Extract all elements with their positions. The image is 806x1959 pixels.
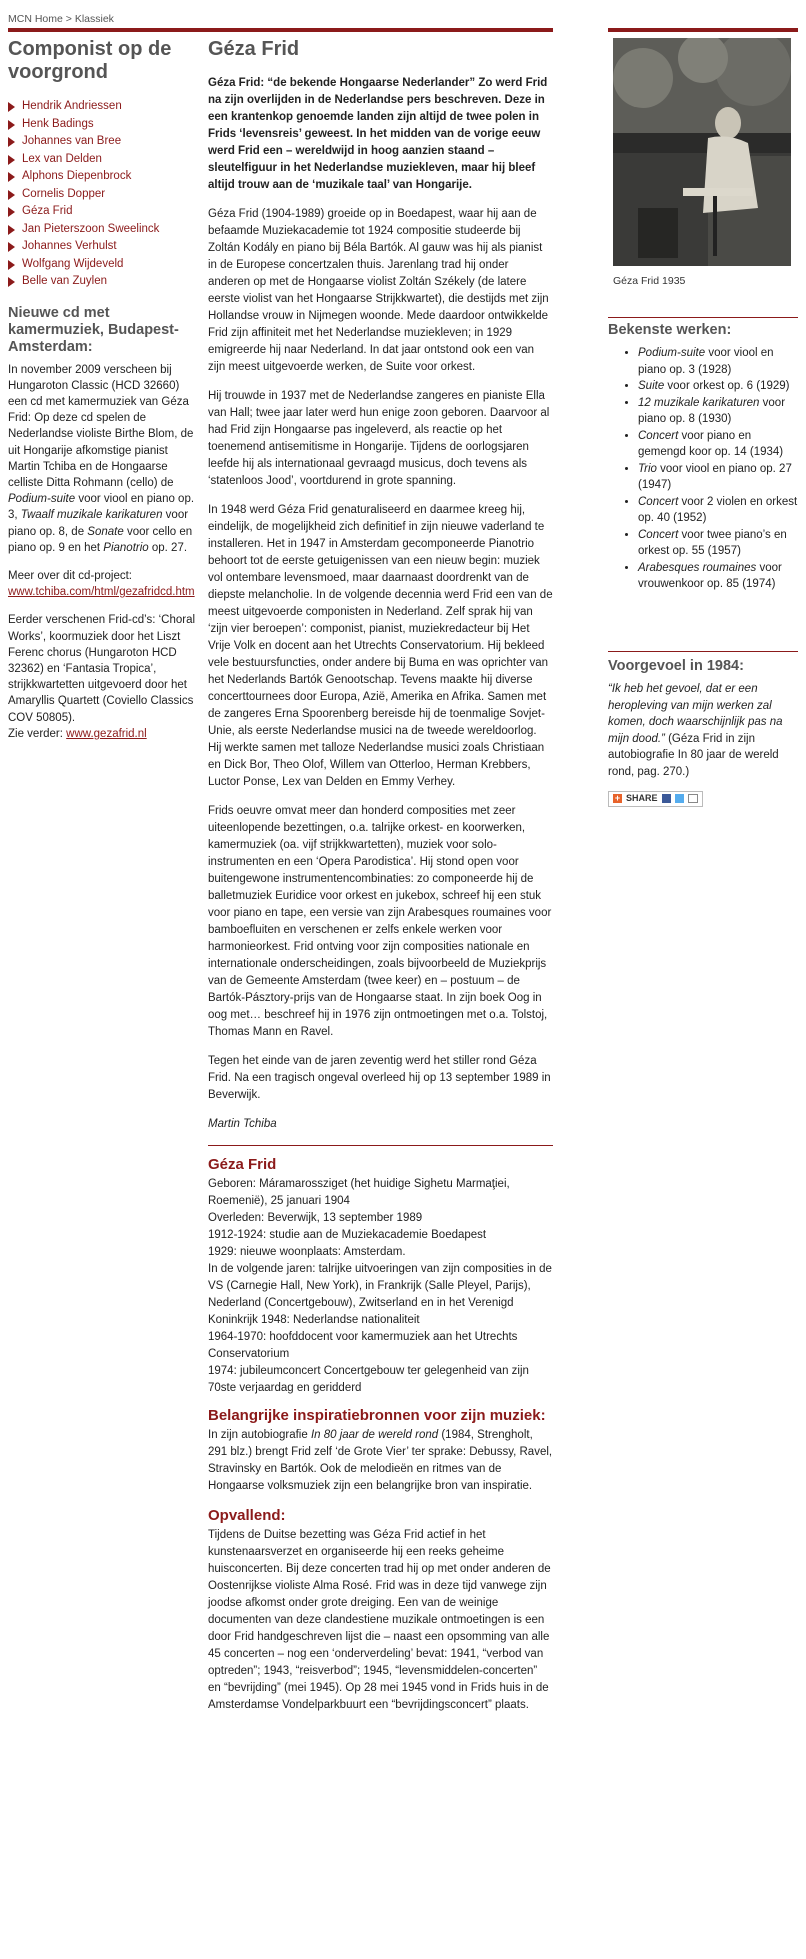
top-divider-bar [8, 28, 553, 32]
composer-nav-link[interactable]: Lex van Delden [22, 152, 102, 165]
work-item: • Concert voor 2 violen en orkest op. 40 (1952) [638, 494, 798, 527]
fact-line: 1974: jubileumconcert Concertgebouw ter gelegenheid van zijn 70ste verjaardag en geridderd [208, 1365, 529, 1394]
section-divider [208, 1145, 553, 1146]
cd-heading: Nieuwe cd met kamermuziek, Budapest-Amsterdam: [8, 304, 179, 355]
work-item: • Suite voor orkest op. 6 (1929) [638, 378, 798, 395]
fact-line: 1912-1924: studie aan de Muziekacademie Boedapest [208, 1229, 487, 1241]
cd-more-info: Meer over dit cd-project: www.tchiba.com/html/gezafridcd.htm [8, 569, 195, 599]
left-section-title: Componist op de voorgrond [8, 38, 172, 83]
composer-nav-link[interactable]: Hendrik Andriessen [22, 100, 122, 112]
composer-nav-item[interactable] [8, 98, 198, 116]
composer-nav-item[interactable] [8, 203, 198, 221]
main-article [208, 38, 553, 1726]
work-item: • 12 muzikale karikaturen voor piano op. 8 (1930) [638, 395, 798, 428]
composer-nav-item[interactable] [8, 151, 198, 169]
composer-nav-link[interactable]: Johannes Verhulst [22, 240, 117, 252]
premonition-quote: “Ik heb het gevoel, dat er een heropleving van mijn werken zal komen, doch waarschijnlijk pas na mijn dood.” (Géza Frid in zijn autobiografie In 80 jaar de wereld rond, pag. 270.) [608, 683, 783, 778]
composer-nav-item[interactable] [8, 133, 198, 151]
article-author: Martin Tchiba [208, 1118, 277, 1130]
cd-description: In november 2009 verscheen bij Hungaroton Classic (HCD 32660) een cd met kamermuziek van Géza Frid: Op deze cd spelen de Nederlandse violiste Birthe Blom, de uit Hongarije afkomstige pianist Martin Tchiba en de Hongaarse celliste Ditta Rohmann (cello) de Podium-suite voor viool en piano op. 3, Twaalf muzikale karikaturen voor piano op. 8, de Sonate voor cello en piano op. 9 en het Pianotrio op. 27. [8, 363, 195, 554]
right-divider [608, 317, 798, 318]
article-paragraph: Tegen het einde van de jaren zeventig werd het stiller rond Géza Frid. Na een tragisch ongeval overleed hij op 13 september 1989 in Beverwijk. [208, 1055, 551, 1101]
work-item: • Podium-suite voor viool en piano op. 3 (1928) [638, 345, 798, 378]
breadcrumb-current-link[interactable]: Klassiek [74, 13, 114, 25]
work-item: • Concert voor twee piano’s en orkest op. 55 (1957) [638, 527, 798, 560]
composer-nav-item[interactable] [8, 256, 198, 274]
composer-nav-item[interactable] [8, 116, 198, 134]
breadcrumb-home-link[interactable]: MCN Home [8, 13, 63, 25]
composer-nav-list [8, 98, 198, 291]
article-paragraph: Frids oeuvre omvat meer dan honderd composities met zeer uiteenlopende bezettingen, o.a. talrijke orkest- en koorwerken, kamermuziek (oa. vijf strijkkwartetten), muziek voor solo-instrumenten en een ‘Opera Parodistica’. Hij stond open voor buitengewone instrumentencombinaties: zo componeerde hij de balletmuziek Euridice voor orkest en jukebox, schreef hij een stuk voor piano en tape, een versie van zijn Arabesques roumaines voor bamboefluiten en verschenen er zelfs enkele werken voor harmonieorkest. Frid ontving voor zijn composities nationale en internationale onderscheidingen, zoals bijvoorbeeld de Muziekprijs van de Gemeente Amsterdam (twee keer) en – postuum – de Bartók-Pásztory-prijs van de Hongaarse staat. In zijn boek Oog in oog met… beschreef hij in 1976 zijn ontmoetingen met o.a. Tolstoj, Thomas Mann en Ravel. [208, 805, 552, 1038]
composer-nav-link[interactable]: Jan Pieterszoon Sweelinck [22, 222, 160, 235]
premonition-title: Voorgevoel in 1984: [608, 658, 744, 674]
article-paragraph: Géza Frid (1904-1989) groeide op in Boedapest, waar hij aan de befaamde Muziekacademie tot 1924 compositie studeerde bij Zoltán Kodály en piano bij Béla Bartók. Al gauw was hij als pianist in de Europese concertzalen thuis. Jarenlang trad hij onder anderen op met de Hongaarse violist Zoltán Székely (de latere eerste violist van het Hongaarse Strijkkwartet), die destijds met zijn Hollandse vrouw in Nijmegen woonde. Mede daardoor ontwikkelde Frid zijn affiniteit met het Nederlandse muziekleven; in 1929 emigreerde hij naar Nederland. In dat jaar ontstond ook een van zijn meest uitgevoerde werken, de Suite voor orkest. [208, 208, 549, 373]
composer-nav-link[interactable]: Henk Badings [22, 117, 94, 130]
inspiration-text: In zijn autobiografie In 80 jaar de wereld rond (1984, Strengholt, 291 blz.) brengt Frid zelf ‘de Grote Vier’ ter sprake: Debussy, Ravel, Stravinsky en Bartók. Ook de melodieën en ritmes van de Hongaarse volksmuziek zijn een belangrijke bron van inspiratie. [208, 1429, 553, 1492]
fact-line: 1964-1970: hoofddocent voor kamermuziek aan het Utrechts Conservatorium [208, 1331, 518, 1360]
left-column [8, 38, 198, 754]
composer-nav-link[interactable]: Cornelis Dopper [22, 187, 106, 200]
composer-nav-link[interactable]: Wolfgang Wijdeveld [22, 257, 124, 270]
composer-nav-item[interactable] [8, 168, 198, 186]
inspiration-title: Belangrijke inspiratiebronnen voor zijn muziek: [208, 1407, 546, 1424]
share-button[interactable]: + SHARE [608, 791, 703, 807]
facebook-icon[interactable] [662, 794, 671, 803]
composer-nav-item[interactable] [8, 186, 198, 204]
fact-line: 1929: nieuwe woonplaats: Amsterdam. [208, 1246, 406, 1258]
fact-line: In de volgende jaren: talrijke uitvoeringen van zijn composities in de VS (Carnegie Hall, New York), in Frankrijk (Salle Pleyel, Parijs), Nederland (Concertgebouw), Zwitserland en in het Verenigd Koninkrijk 1948: Nederlandse nationaliteit [208, 1263, 552, 1326]
composer-nav-item[interactable] [8, 221, 198, 239]
photo-caption: Géza Frid 1935 [613, 275, 686, 287]
facts-title: Géza Frid [208, 1156, 277, 1173]
share-widget [608, 790, 798, 807]
article-paragraph: Hij trouwde in 1937 met de Nederlandse zangeres en pianiste Ella van Hall; twee jaar later werd hun enige zoon geboren. Daarvoor al had Frid zijn Hongaarse pas ingeleverd, als reactie op het toenemend antisemitisme in Hongarije. Tijdens de oorlogsjaren leefde hij als internationaal gevraagd musicus, doch tevens als ‘statenloos Jood’, voortdurend in grote spanning. [208, 390, 550, 487]
composer-nav-item[interactable] [8, 238, 198, 256]
notable-text: Tijdens de Duitse bezetting was Géza Frid actief in het kunstenaarsverzet en organiseerde hij een reeks geheime huisconcerten. Bij deze concerten trad hij op met onder anderen de Oostenrijkse violiste Alma Rosé. Frid was in deze tijd vanwege zijn joodse afkomst onder grote dreiging. Een van de weinige documenten van deze clandestiene muzikale ontmoetingen is een door Frid handgeschreven lijst die – naast een opsomming van alle 45 concerten – nog een ‘onderverdeling’ bevat: 1941, “verbod van optreden”; 1943, “reisverbod”; 1945, “levensmiddelen-concerten” en “bevrijding” (mei 1945). Op 28 mei 1945 vond in Frids huis in de Amsterdamse Vondelparkbuurt een “bevrijdingsconcert” plaats. [208, 1529, 551, 1711]
composer-nav-link[interactable]: Alphons Diepenbrock [22, 170, 132, 182]
cd-project-link[interactable]: www.tchiba.com/html/gezafridcd.htm [8, 586, 195, 599]
breadcrumb-separator: > [65, 13, 72, 25]
twitter-icon[interactable] [675, 794, 684, 803]
gezafrid-link[interactable]: www.gezafrid.nl [66, 727, 147, 740]
facts-list [208, 1176, 553, 1397]
plus-icon: + [614, 793, 621, 803]
portrait-photo [613, 38, 791, 266]
composer-nav-item[interactable] [8, 273, 198, 291]
works-title: Bekenste werken: [608, 322, 732, 338]
right-top-divider-bar [608, 28, 798, 32]
composer-nav-link[interactable]: Johannes van Bree [22, 135, 122, 147]
article-paragraph: In 1948 werd Géza Frid genaturaliseerd en daarmee kreeg hij, eindelijk, de mogelijkheid zich definitief in zijn nieuwe vaderland te installeren. Het in 1947 in Amsterdam gecomponeerde Pianotrio behoort tot de eerste getuigenissen van een nieuw begin: muziek vol ontembare levensmoed, maar daarnaast doordrenkt van de diepste melancholie. In de volgende decennia werd Frid een van de meest uitgevoerde componisten in Nederland. Zelf sprak hij van ‘zijn vier beroepen’: componist, pianist, muziekredacteur bij Het Vrije Volk en docent aan het Utrechts Conservatorium. Hij bekleed vele bestuursfuncties, onder andere bij Buma en was oprichter van het Nederlands Bartók Genootschap. Tevens maakte hij diverse concerttournees door Europa, Azië, Amerika en Afrika. Samen met de zangeres Erna Spoorenberg bereisde hij de toenmalige Sovjet-Unie, als eerste Nederlandse musici na de tweede wereldoorlog. Hij werkte samen met talloze Nederlandse musici zoals Christiaan en Dick Bor, Theo Olof, Willem van Otterloo, Herman Krebbers, Luctor Ponse, Lex van Delden en Emmy Verhey. [208, 504, 553, 788]
right-column [608, 38, 798, 289]
work-item: • Concert voor piano en gemengd koor op. 14 (1934) [638, 428, 798, 461]
works-section [608, 322, 798, 593]
work-item: • Trio voor viool en piano op. 27 (1947) [638, 461, 798, 494]
email-icon[interactable] [688, 794, 698, 803]
article-title: Géza Frid [208, 38, 300, 60]
fact-line: Geboren: Máramarossziget (het huidige Sighetu Marmaţiei, Roemenië), 25 januari 1904 [208, 1178, 510, 1207]
fact-line: Overleden: Beverwijk, 13 september 1989 [208, 1212, 423, 1224]
composer-nav-link[interactable]: Géza Frid [22, 205, 73, 217]
premonition-section [608, 658, 798, 807]
composer-nav-link[interactable]: Belle van Zuylen [22, 275, 108, 287]
notable-title: Opvallend: [208, 1507, 286, 1524]
earlier-cds: Eerder verschenen Frid-cd’s: ‘Choral Works’, koormuziek door het Liszt Ferenc chorus (Hungaroton HCD 32362) en ‘Fantasia Tropica’, strijkkwartetten uitgevoerd door het Amaryllis Quartett (Coviello Classics COV 50805). Zie verder: www.gezafrid.nl [8, 614, 196, 740]
right-divider [608, 651, 798, 652]
works-list [608, 345, 798, 593]
article-lead: Géza Frid: “de bekende Hongaarse Nederlander” Zo werd Frid na zijn overlijden in de Nederlandse pers beschreven. Deze in een krantenkop genoemde landen zijn altijd de twee polen in Frids ‘levensreis’ geweest. In het midden van de vorige eeuw werd Frid een – wereldwijd in hoog aanzien staand – sleutelfiguur in het Nederlandse muziekleven, maar hij bleef altijd trouw aan de ‘muzikale taal’ van Hongarije. [208, 77, 548, 191]
breadcrumb [8, 12, 114, 27]
work-item: • Arabesques roumaines voor vrouwenkoor op. 85 (1974) [638, 560, 798, 593]
